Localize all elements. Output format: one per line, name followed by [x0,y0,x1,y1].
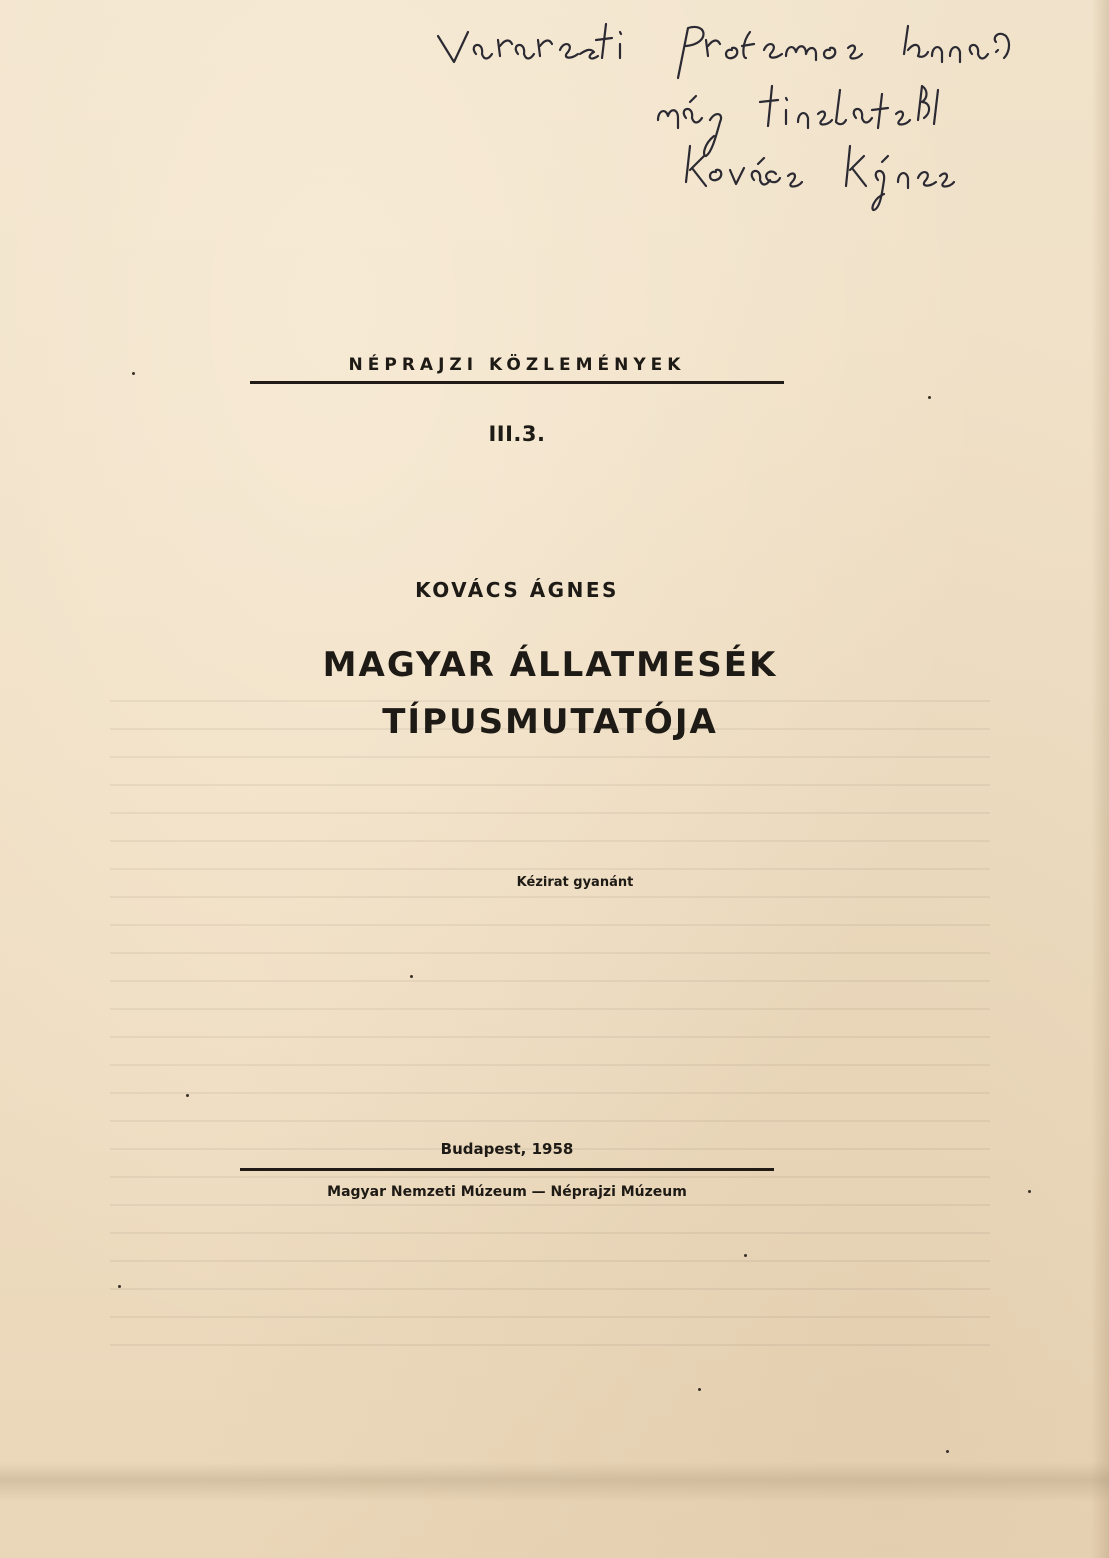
series-title: NÉPRAJZI KÖZLEMÉNYEK [348,355,686,375]
dust-speck [118,1285,121,1288]
manuscript-note: Kézirat gyanánt [516,875,634,890]
top-rule [250,381,784,384]
bleed-through-text [110,700,990,1400]
volume-number: III.3. [488,422,546,446]
dust-speck [1028,1190,1031,1193]
dust-speck [928,396,931,399]
place-year: Budapest, 1958 [440,1140,574,1158]
dust-speck [186,1094,189,1097]
handwritten-dedication [420,10,1080,250]
dust-speck [132,372,135,375]
dust-speck [946,1450,949,1453]
paper-fold-strip [0,1462,1109,1502]
dust-speck [410,975,413,978]
dust-speck [744,1254,747,1257]
bottom-rule [240,1168,774,1171]
dust-speck [698,1388,701,1391]
title-line-2: TÍPUSMUTATÓJA [382,702,718,742]
publisher: Magyar Nemzeti Múzeum — Néprajzi Múzeum [327,1184,687,1200]
title-line-1: MAGYAR ÁLLATMESÉK [322,645,778,685]
page-edge-shadow [1091,0,1109,1558]
author-name: KOVÁCS ÁGNES [415,578,619,602]
